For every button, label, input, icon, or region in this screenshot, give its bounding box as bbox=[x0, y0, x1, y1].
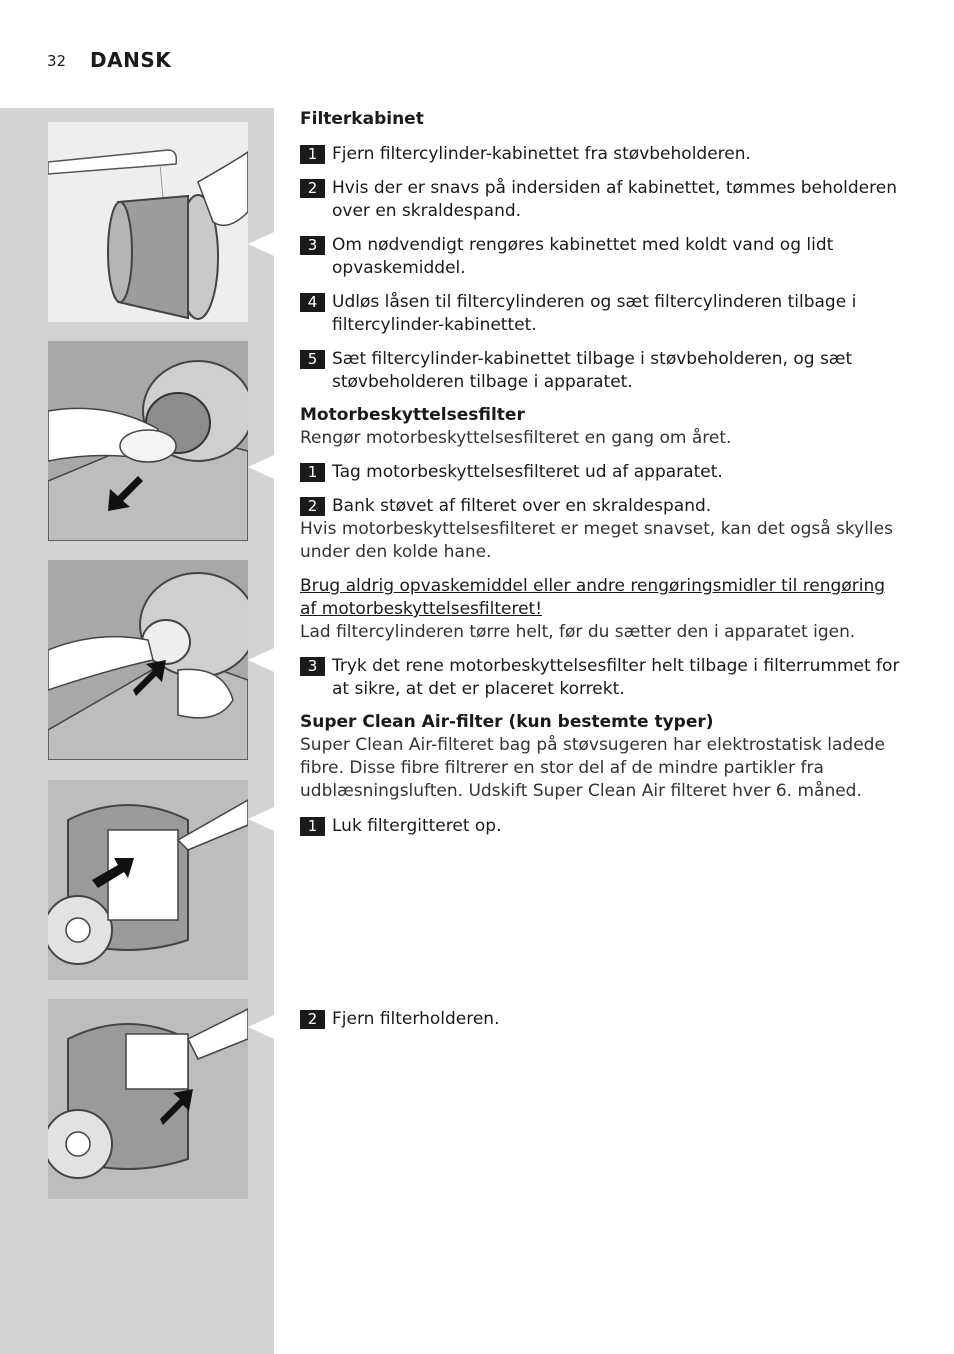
step-number: 1 bbox=[300, 817, 325, 836]
filter-holder-remove-illustration bbox=[48, 999, 248, 1199]
section-heading: Filterkabinet bbox=[300, 109, 424, 129]
step-number: 1 bbox=[300, 463, 325, 482]
step-item bbox=[300, 234, 910, 280]
step-item bbox=[300, 291, 910, 337]
step-text: Luk filtergitteret op. bbox=[332, 816, 502, 836]
step-number: 2 bbox=[300, 497, 325, 516]
step-number: 5 bbox=[300, 350, 325, 369]
step-text: Tryk det rene motorbeskyttelsesfilter helt tilbage i filterrummet for at sikre, at det er placeret korrekt. bbox=[332, 656, 900, 699]
step-number: 2 bbox=[300, 179, 325, 198]
step-text: Udløs låsen til filtercylinderen og sæt filtercylinderen tilbage i filtercylinder-kabinettet. bbox=[332, 292, 857, 335]
step-text: Tag motorbeskyttelsesfilteret ud af apparatet. bbox=[332, 462, 723, 482]
illustration-pointer bbox=[248, 232, 274, 256]
step-number: 3 bbox=[300, 236, 325, 255]
step-item bbox=[300, 177, 910, 223]
step-item bbox=[300, 495, 910, 518]
step-number: 1 bbox=[300, 145, 325, 164]
step-item bbox=[300, 348, 910, 394]
instructions-column bbox=[300, 108, 910, 1031]
step-text: Hvis der er snavs på indersiden af kabinettet, tømmes beholderen over en skraldespand. bbox=[332, 178, 897, 221]
step-item bbox=[300, 461, 910, 484]
step-text: Sæt filtercylinder-kabinettet tilbage i støvbeholderen, og sæt støvbeholderen tilbage i apparatet. bbox=[332, 349, 853, 392]
step-item bbox=[300, 815, 910, 838]
step-text: Bank støvet af filteret over en skraldespand. bbox=[332, 496, 712, 516]
step-item bbox=[300, 655, 910, 701]
note-text: Lad filtercylinderen tørre helt, før du sætter den i apparatet igen. bbox=[300, 622, 856, 642]
language-title: DANSK bbox=[90, 48, 172, 72]
step-number: 4 bbox=[300, 293, 325, 312]
illustration-pointer bbox=[248, 455, 274, 479]
section-intro: Rengør motorbeskyttelsesfilteret en gang om året. bbox=[300, 428, 732, 448]
step-number: 3 bbox=[300, 657, 325, 676]
section-intro: Super Clean Air-filteret bag på støvsugeren har elektrostatisk ladede fibre. Disse fibre filtrerer en stor del af de mindre partikler fra udblæsningsluften. Udskift Super Clean Air filteret hver 6. måned. bbox=[300, 735, 885, 801]
filter-grille-open-illustration bbox=[48, 780, 248, 980]
step-text: Om nødvendigt rengøres kabinettet med koldt vand og lidt opvaskemiddel. bbox=[332, 235, 834, 278]
illustration-pointer bbox=[248, 807, 274, 831]
step-number: 2 bbox=[300, 1010, 325, 1029]
page-number: 32 bbox=[47, 52, 67, 70]
motor-filter-remove-illustration bbox=[48, 341, 248, 541]
motor-filter-insert-illustration bbox=[48, 560, 248, 760]
step-item bbox=[300, 1008, 910, 1031]
illustration-pointer bbox=[248, 1015, 274, 1039]
step-text: Fjern filtercylinder-kabinettet fra støvbeholderen. bbox=[332, 144, 751, 164]
filter-cylinder-rinse-illustration bbox=[48, 122, 248, 322]
step-item bbox=[300, 143, 910, 166]
section-heading: Super Clean Air-filter (kun bestemte typer) bbox=[300, 712, 714, 732]
step-text: Fjern filterholderen. bbox=[332, 1009, 500, 1029]
illustration-pointer bbox=[248, 648, 274, 672]
note-text: Hvis motorbeskyttelsesfilteret er meget snavset, kan det også skylles under den kolde hane. bbox=[300, 519, 893, 562]
warning-text: Brug aldrig opvaskemiddel eller andre rengøringsmidler til rengøring af motorbeskyttelsesfilteret! bbox=[300, 576, 886, 619]
section-heading: Motorbeskyttelsesfilter bbox=[300, 405, 525, 425]
